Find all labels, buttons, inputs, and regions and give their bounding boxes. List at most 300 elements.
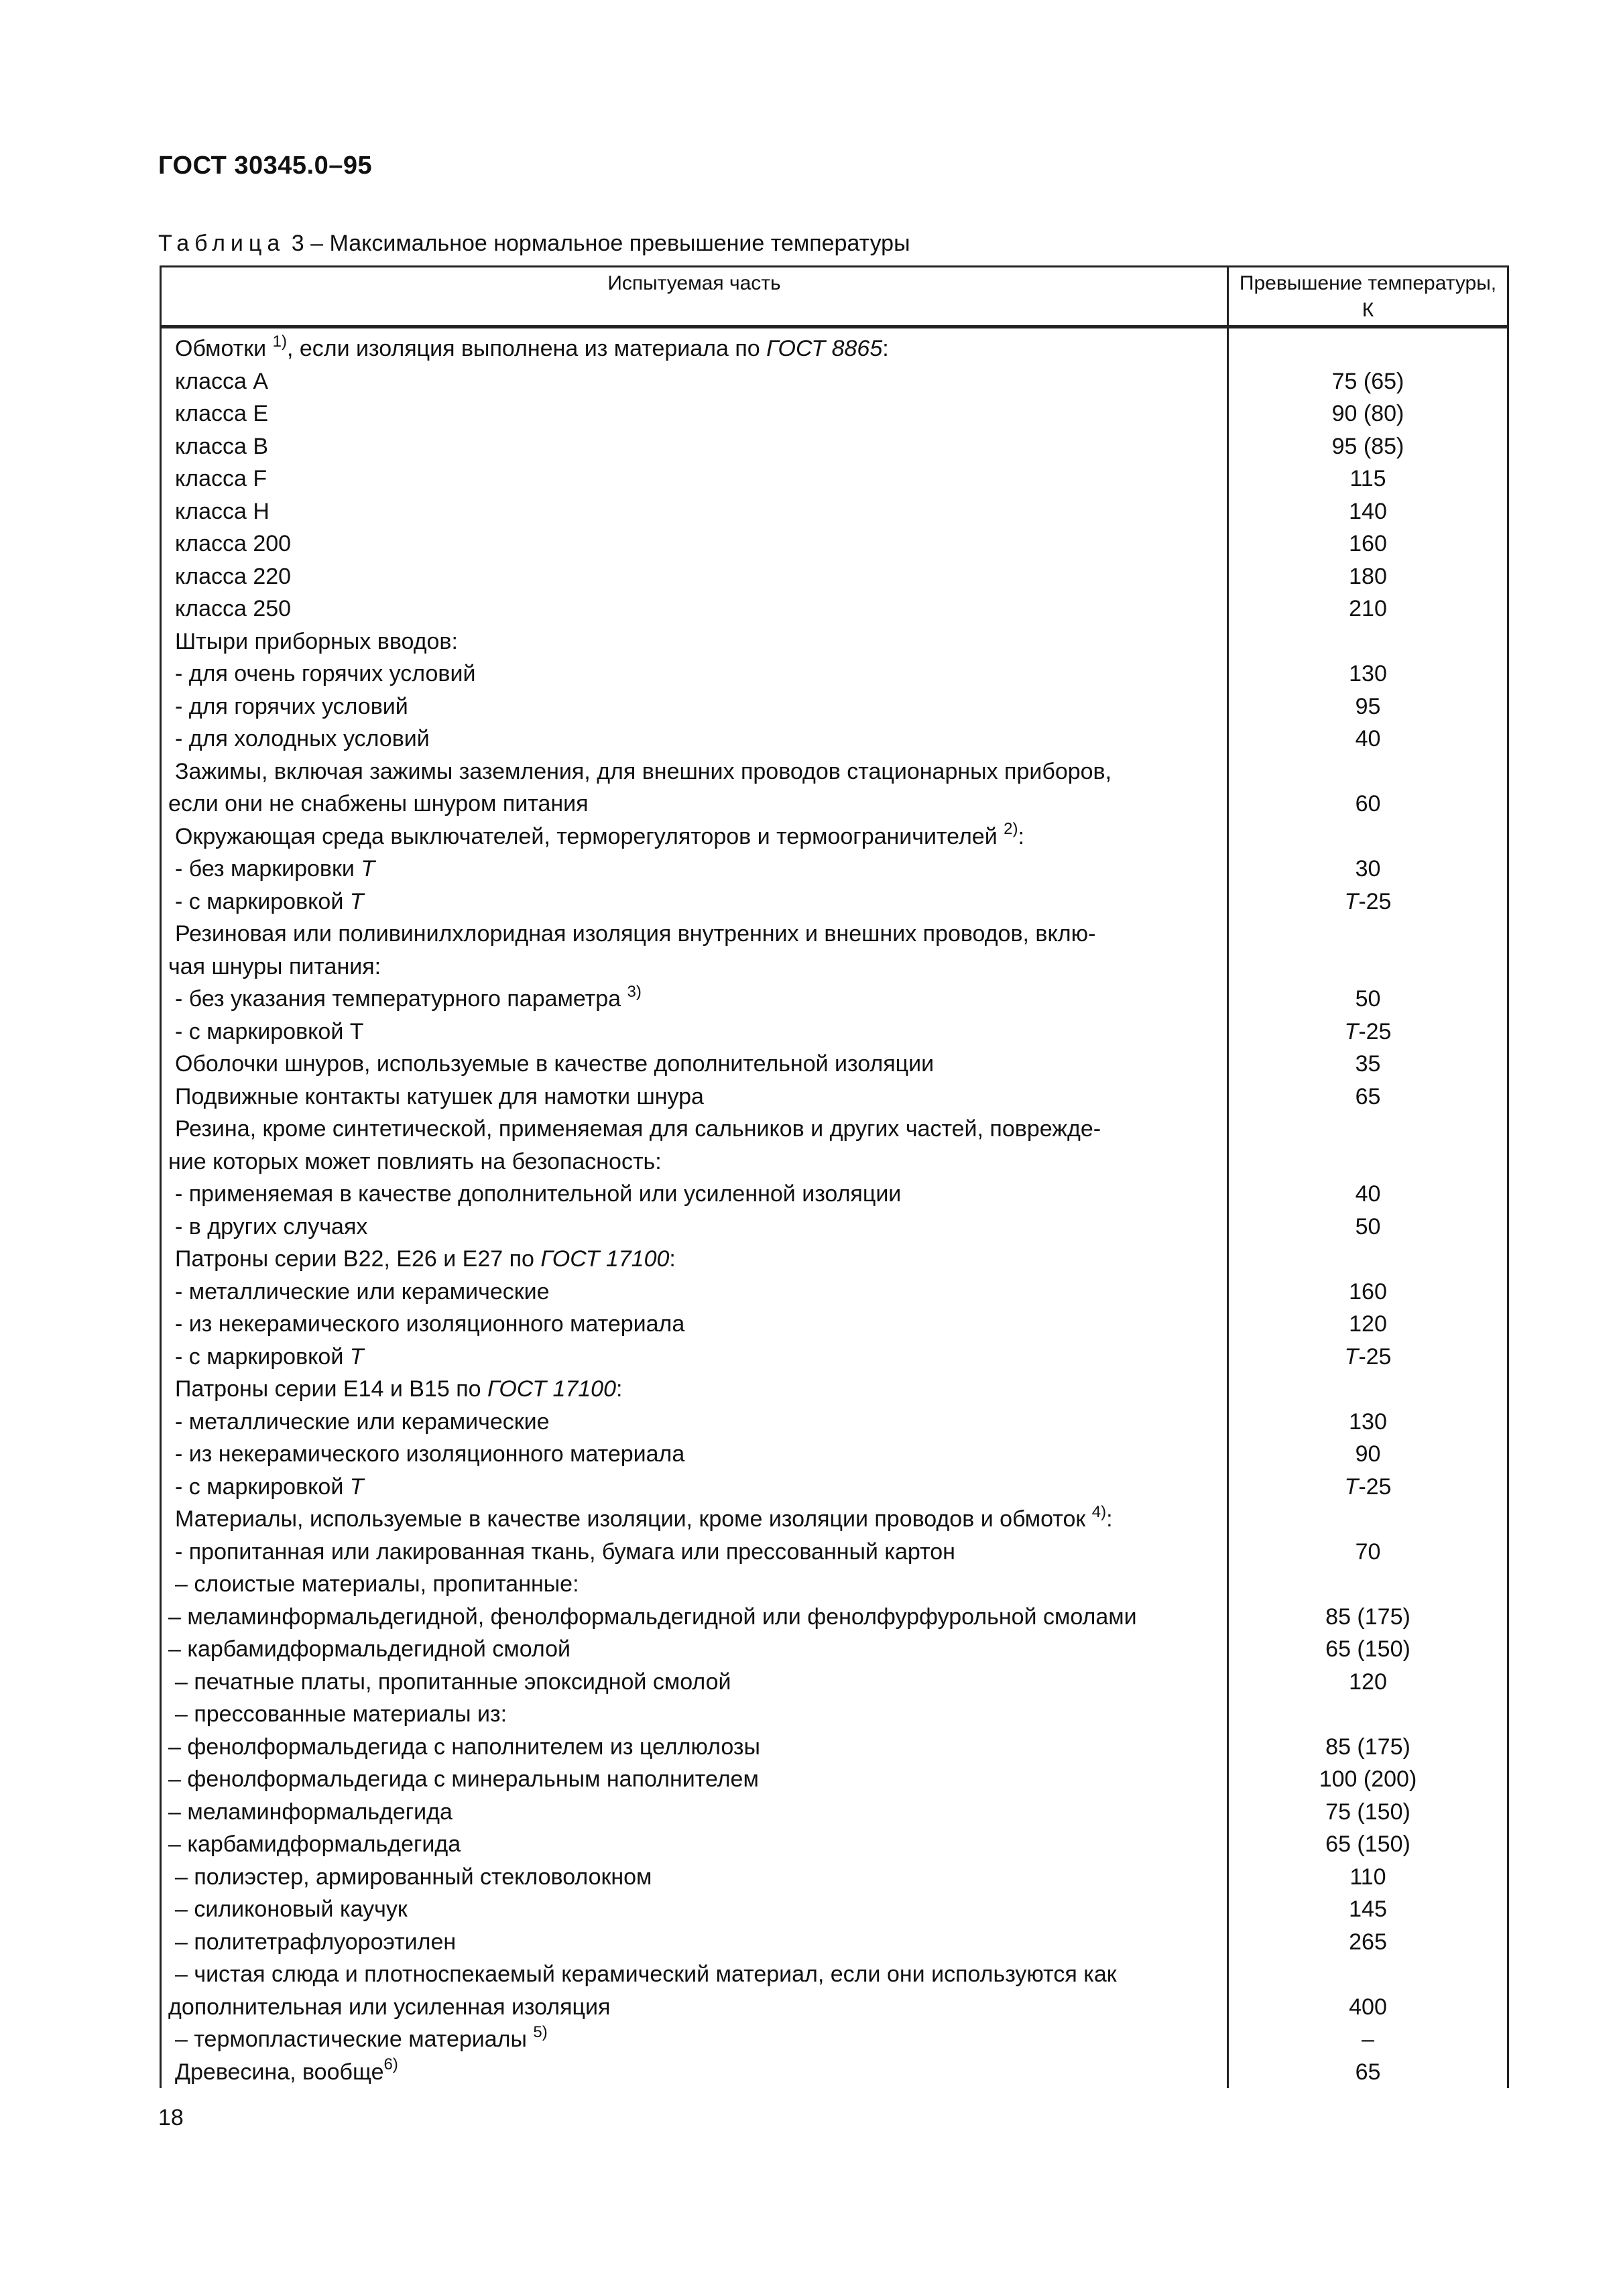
table-caption-text: – Максимальное нормальное превышение температуры — [310, 231, 910, 256]
part-cell — [161, 1471, 1228, 1504]
value-text: 40 — [1355, 1181, 1381, 1207]
part-text: Патроны серии Е14 и В15 по — [175, 1376, 481, 1402]
value-text: 65 (150) — [1325, 1636, 1410, 1662]
part-line — [175, 1701, 507, 1727]
part-text: – прессованные материалы из: — [175, 1701, 507, 1727]
part-cell — [161, 2056, 1228, 2089]
table-row — [161, 886, 1508, 918]
table-row — [161, 1471, 1508, 1504]
table-row — [161, 918, 1508, 983]
value-text: 400 — [1349, 1994, 1387, 2020]
part-line — [175, 1502, 1113, 1532]
part-line — [175, 1571, 579, 1597]
value-text: 50 — [1355, 1213, 1381, 1240]
part-text: - без указания температурного параметра — [175, 986, 621, 1012]
value-cell — [1228, 1666, 1508, 1699]
value-text: 210 — [1349, 596, 1387, 621]
table-header-row — [161, 267, 1508, 327]
part-line — [175, 401, 268, 426]
part-cell — [161, 1601, 1228, 1634]
part-cell — [161, 1243, 1228, 1276]
table-row — [161, 1048, 1508, 1081]
part-cell — [161, 690, 1228, 723]
value-cell — [1228, 593, 1508, 625]
table-row — [161, 1958, 1508, 2023]
part-line — [175, 2022, 548, 2052]
part-cell — [161, 1373, 1228, 1406]
value-cell — [1228, 821, 1508, 853]
part-line — [175, 661, 475, 686]
table-row — [161, 1796, 1508, 1829]
value-text: 130 — [1349, 661, 1387, 686]
footnote-ref: 6) — [383, 2055, 398, 2074]
value-cell — [1228, 1373, 1508, 1406]
part-tail: : — [616, 1376, 623, 1402]
part-line — [175, 332, 889, 361]
part-cell — [161, 723, 1228, 756]
standard-reference: Т — [349, 888, 364, 914]
part-line — [175, 982, 642, 1012]
table-row — [161, 1276, 1508, 1309]
part-text: - из некерамического изоляционного материала — [175, 1441, 685, 1467]
value-cell — [1228, 1341, 1508, 1374]
part-cell — [161, 1081, 1228, 1113]
table-caption — [158, 231, 910, 257]
part-text: класса В — [175, 433, 269, 459]
value-text: 70 — [1355, 1538, 1381, 1565]
table-row — [161, 690, 1508, 723]
part-cell — [161, 1211, 1228, 1244]
part-line — [175, 1311, 684, 1337]
part-line — [168, 1604, 1137, 1630]
value-text: 30 — [1355, 856, 1381, 882]
table-caption-label: Таблица — [158, 231, 286, 256]
part-text: - с маркировкой — [175, 1343, 344, 1370]
part-text: – меламинформальдегидной, фенолформальдегидной или фенолфурфурольной смолами — [168, 1604, 1137, 1630]
part-tail: : — [882, 336, 889, 361]
table-row — [161, 2056, 1508, 2089]
part-text: Резина, кроме синтетической, применяемая для сальников и других частей, поврежде- — [175, 1116, 1101, 1142]
table-row — [161, 756, 1508, 821]
value-text: 75 (65) — [1331, 368, 1404, 394]
footnote-ref: 2) — [1004, 820, 1018, 839]
table-row — [161, 1406, 1508, 1439]
value-text: 160 — [1349, 1278, 1387, 1305]
part-text: Зажимы, включая зажимы заземления, для внешних проводов стационарных приборов, — [175, 758, 1112, 784]
table-row — [161, 1568, 1508, 1601]
value-text: 35 — [1355, 1051, 1381, 1077]
table-row — [161, 430, 1508, 463]
part-cell — [161, 1568, 1228, 1601]
part-cell — [161, 1861, 1228, 1894]
standard-reference: Т — [361, 856, 375, 882]
value-cell — [1228, 1861, 1508, 1894]
standard-reference: Т — [349, 1473, 364, 1500]
part-cell — [161, 495, 1228, 528]
part-text: Древесина, вообще — [175, 2059, 384, 2085]
table-row — [161, 2023, 1508, 2056]
part-cell — [161, 886, 1228, 918]
part-line — [175, 434, 268, 459]
table-row — [161, 1731, 1508, 1764]
value-cell — [1228, 1568, 1508, 1601]
standard-reference: Т — [349, 1343, 364, 1370]
value-text: 75 (150) — [1325, 1799, 1410, 1825]
part-line — [175, 1214, 367, 1240]
value-cell — [1228, 1536, 1508, 1569]
part-text-continued: чая шнуры питания: — [168, 953, 381, 979]
table-row — [161, 365, 1508, 398]
part-line — [175, 1246, 676, 1272]
value-cell — [1228, 1243, 1508, 1276]
page-number: 18 — [158, 2105, 184, 2130]
value-text: Т-25 — [1344, 1018, 1392, 1044]
part-tail: : — [1106, 1506, 1113, 1532]
value-text: Т-25 — [1344, 1343, 1392, 1370]
value-cell — [1228, 1113, 1508, 1178]
value-symbol: Т — [1344, 1473, 1359, 1500]
part-text-continued: ние которых может повлиять на безопасность: — [168, 1148, 662, 1174]
value-cell — [1228, 886, 1508, 918]
value-text: 85 (175) — [1325, 1734, 1410, 1760]
footnote-ref: 3) — [627, 982, 642, 1001]
part-text: класса Н — [175, 498, 269, 524]
part-line — [175, 820, 1024, 849]
table-row — [161, 1178, 1508, 1211]
part-line — [175, 564, 291, 589]
value-text: 95 — [1355, 693, 1381, 719]
table-body — [161, 327, 1508, 2089]
part-line — [175, 1116, 1101, 1142]
value-text: 100 (200) — [1319, 1766, 1417, 1792]
value-text: 130 — [1349, 1408, 1387, 1435]
table-row — [161, 1893, 1508, 1926]
part-text: класса 250 — [175, 596, 292, 621]
value-text: 265 — [1349, 1929, 1387, 1955]
part-text: – фенолформальдегида с наполнителем из целлюлозы — [168, 1734, 760, 1760]
part-cell — [161, 1731, 1228, 1764]
table-caption-number: 3 — [291, 231, 304, 256]
part-cell — [161, 463, 1228, 495]
value-text: 115 — [1349, 466, 1386, 491]
part-text: – меламинформальдегида — [168, 1799, 453, 1825]
value-symbol: Т — [1344, 1343, 1359, 1370]
part-cell — [161, 1698, 1228, 1731]
value-text: 65 — [1355, 2059, 1381, 2085]
table-row — [161, 625, 1508, 658]
column-header-value: Превышение температуры, К — [1228, 267, 1508, 327]
part-text: - для очень горячих условий — [175, 661, 476, 686]
value-text: 90 (80) — [1331, 401, 1404, 426]
part-text: - с маркировкой Т — [175, 1018, 364, 1044]
part-cell — [161, 1178, 1228, 1211]
table-row — [161, 1438, 1508, 1471]
part-line — [175, 596, 291, 621]
part-cell — [161, 1926, 1228, 1959]
value-cell — [1228, 398, 1508, 430]
value-cell — [1228, 1276, 1508, 1309]
footnote-ref: 5) — [533, 2022, 548, 2041]
part-line — [175, 629, 458, 654]
column-header-part: Испытуемая часть — [161, 267, 1228, 327]
part-cell — [161, 528, 1228, 560]
part-cell — [161, 1828, 1228, 1861]
table-row — [161, 1016, 1508, 1048]
value-text: 180 — [1349, 563, 1387, 589]
part-text: - для горячих условий — [175, 693, 408, 719]
table-row — [161, 398, 1508, 430]
part-cell — [161, 1341, 1228, 1374]
value-cell — [1228, 1796, 1508, 1829]
part-text: - для холодных условий — [175, 726, 430, 751]
value-text: 140 — [1349, 498, 1387, 524]
value-cell — [1228, 1828, 1508, 1861]
value-cell — [1228, 430, 1508, 463]
value-cell — [1228, 1308, 1508, 1341]
value-cell — [1228, 1958, 1508, 2023]
part-text: Окружающая среда выключателей, терморегуляторов и термоограничителей — [175, 823, 998, 849]
table-row — [161, 723, 1508, 756]
part-line — [175, 726, 430, 751]
part-cell — [161, 1503, 1228, 1536]
part-cell — [161, 327, 1228, 365]
value-cell — [1228, 1893, 1508, 1926]
value-cell — [1228, 658, 1508, 690]
part-line — [175, 921, 1095, 947]
part-cell — [161, 1438, 1228, 1471]
value-cell — [1228, 1763, 1508, 1796]
part-text: – политетрафлуороэтилен — [175, 1929, 457, 1955]
table-row — [161, 983, 1508, 1016]
part-cell — [161, 625, 1228, 658]
part-text: класса 200 — [175, 531, 292, 556]
table-row — [161, 1113, 1508, 1178]
part-cell — [161, 1276, 1228, 1309]
value-cell — [1228, 1438, 1508, 1471]
part-cell — [161, 1308, 1228, 1341]
table-row — [161, 593, 1508, 625]
part-cell — [161, 560, 1228, 593]
table-row — [161, 528, 1508, 560]
part-tail: : — [1018, 823, 1024, 849]
part-text: - металлические или керамические — [175, 1278, 550, 1305]
value-cell — [1228, 625, 1508, 658]
part-line — [175, 531, 291, 556]
table-row — [161, 495, 1508, 528]
part-text: – карбамидформальдегидной смолой — [168, 1636, 570, 1662]
part-text: Патроны серии В22, Е26 и Е27 по — [175, 1246, 534, 1272]
part-text: - металлические или керамические — [175, 1408, 550, 1435]
part-line — [175, 1376, 622, 1402]
part-text: – фенолформальдегида с минеральным наполнителем — [168, 1766, 759, 1792]
value-cell — [1228, 918, 1508, 983]
document-code: ГОСТ 30345.0–95 — [158, 152, 373, 180]
table-row — [161, 1211, 1508, 1244]
part-text: – печатные платы, пропитанные эпоксидной смолой — [175, 1669, 731, 1695]
part-cell — [161, 918, 1228, 983]
part-line — [175, 1279, 550, 1305]
table-row — [161, 1308, 1508, 1341]
part-line — [175, 856, 375, 882]
part-line — [168, 1636, 570, 1662]
part-cell — [161, 1666, 1228, 1699]
part-text: класса 220 — [175, 563, 292, 589]
part-line — [175, 1474, 364, 1500]
value-text: 160 — [1349, 531, 1387, 556]
part-cell — [161, 983, 1228, 1016]
footnote-ref: 4) — [1091, 1502, 1107, 1521]
part-line — [175, 1896, 408, 1922]
table-row — [161, 1601, 1508, 1634]
part-text: Обмотки — [175, 336, 267, 361]
part-text: класса А — [175, 368, 269, 394]
part-text: Резиновая или поливинилхлоридная изоляция внутренних и внешних проводов, вклю- — [175, 921, 1096, 947]
value-symbol: Т — [1344, 1018, 1359, 1044]
part-text: класса Е — [175, 401, 269, 426]
temperature-rise-table — [160, 265, 1509, 2088]
part-cell — [161, 398, 1228, 430]
part-line — [175, 1181, 901, 1207]
table-row — [161, 327, 1508, 365]
part-cell — [161, 1113, 1228, 1178]
part-text: Подвижные контакты катушек для намотки шнура — [175, 1083, 704, 1109]
value-text: 110 — [1349, 1864, 1386, 1890]
part-text: Штыри приборных вводов: — [175, 628, 458, 654]
part-cell — [161, 1633, 1228, 1666]
value-text: 65 (150) — [1325, 1831, 1410, 1857]
value-cell — [1228, 723, 1508, 756]
part-cell — [161, 853, 1228, 886]
table-row — [161, 1926, 1508, 1959]
part-cell — [161, 1406, 1228, 1439]
part-cell — [161, 1016, 1228, 1048]
value-cell — [1228, 1601, 1508, 1634]
table-row — [161, 658, 1508, 690]
part-text: - из некерамического изоляционного материала — [175, 1311, 685, 1337]
value-text: 120 — [1349, 1669, 1387, 1695]
part-cell — [161, 593, 1228, 625]
part-text: - без маркировки — [175, 856, 355, 882]
part-tail: : — [669, 1246, 676, 1272]
value-cell — [1228, 1926, 1508, 1959]
value-cell — [1228, 1016, 1508, 1048]
part-cell — [161, 1893, 1228, 1926]
part-cell — [161, 365, 1228, 398]
value-text: 120 — [1349, 1311, 1387, 1337]
part-text: – полиэстер, армированный стекловолокном — [175, 1864, 652, 1890]
part-cell — [161, 1796, 1228, 1829]
part-cell — [161, 821, 1228, 853]
part-line — [175, 499, 269, 524]
value-text: 50 — [1355, 986, 1381, 1012]
part-text-continued: если они не снабжены шнуром питания — [168, 791, 589, 817]
table-row — [161, 1633, 1508, 1666]
value-cell — [1228, 1633, 1508, 1666]
value-text: 90 — [1355, 1441, 1381, 1467]
value-text: 85 (175) — [1325, 1604, 1410, 1630]
part-line — [175, 1961, 1117, 1987]
standard-reference: ГОСТ 17100 — [540, 1246, 670, 1272]
value-cell — [1228, 1211, 1508, 1244]
value-cell — [1228, 560, 1508, 593]
part-text: - в других случаях — [175, 1213, 368, 1240]
standard-reference: ГОСТ 17100 — [487, 1376, 616, 1402]
table-row — [161, 1828, 1508, 1861]
value-text: – — [1362, 2027, 1374, 2052]
part-cell — [161, 1536, 1228, 1569]
value-cell — [1228, 1081, 1508, 1113]
part-suffix: , если изоляция выполнена из материала по — [286, 336, 767, 361]
value-cell — [1228, 463, 1508, 495]
table-row — [161, 1081, 1508, 1113]
part-line — [175, 1929, 456, 1955]
part-line — [175, 759, 1111, 784]
value-cell — [1228, 2056, 1508, 2089]
table-row — [161, 1503, 1508, 1536]
part-cell — [161, 2023, 1228, 2056]
value-symbol: Т — [1344, 888, 1359, 914]
part-line — [175, 1539, 955, 1565]
part-cell — [161, 756, 1228, 821]
value-cell — [1228, 1503, 1508, 1536]
part-line — [168, 1799, 453, 1825]
part-line — [175, 1051, 934, 1077]
table-row — [161, 463, 1508, 495]
value-cell — [1228, 1731, 1508, 1764]
part-line — [168, 1766, 759, 1792]
part-text: - с маркировкой — [175, 1473, 344, 1500]
value-text: 145 — [1349, 1896, 1387, 1922]
value-cell — [1228, 756, 1508, 821]
part-text: Оболочки шнуров, используемые в качестве дополнительной изоляции — [175, 1051, 935, 1077]
table-row — [161, 1861, 1508, 1894]
value-cell — [1228, 1698, 1508, 1731]
part-line — [175, 1084, 704, 1109]
table-row — [161, 821, 1508, 853]
value-cell — [1228, 1471, 1508, 1504]
value-cell — [1228, 327, 1508, 365]
part-line — [175, 1409, 550, 1435]
value-text: 65 — [1355, 1083, 1381, 1109]
table-row — [161, 1373, 1508, 1406]
part-line — [175, 1864, 652, 1890]
table-row — [161, 560, 1508, 593]
part-cell — [161, 1763, 1228, 1796]
part-text: – карбамидформальдегида — [168, 1831, 461, 1857]
value-cell — [1228, 1048, 1508, 1081]
footnote-ref: 1) — [272, 332, 287, 351]
table-row — [161, 1698, 1508, 1731]
part-line — [175, 1441, 684, 1467]
part-cell — [161, 430, 1228, 463]
value-cell — [1228, 1406, 1508, 1439]
table-row — [161, 1243, 1508, 1276]
table-row — [161, 1341, 1508, 1374]
value-text: Т-25 — [1344, 1473, 1392, 1500]
table-row — [161, 853, 1508, 886]
part-cell — [161, 1048, 1228, 1081]
part-line — [175, 1344, 364, 1370]
part-text: – термопластические материалы — [175, 2027, 527, 2052]
value-text: 40 — [1355, 726, 1381, 751]
part-text: – силиконовый каучук — [175, 1896, 408, 1922]
part-text: – чистая слюда и плотноспекаемый керамический материал, если они используются как — [175, 1961, 1117, 1987]
value-text: 95 (85) — [1331, 433, 1404, 459]
value-offset: -25 — [1358, 888, 1392, 914]
part-line — [175, 1669, 731, 1695]
value-cell — [1228, 983, 1508, 1016]
part-line — [175, 369, 268, 394]
